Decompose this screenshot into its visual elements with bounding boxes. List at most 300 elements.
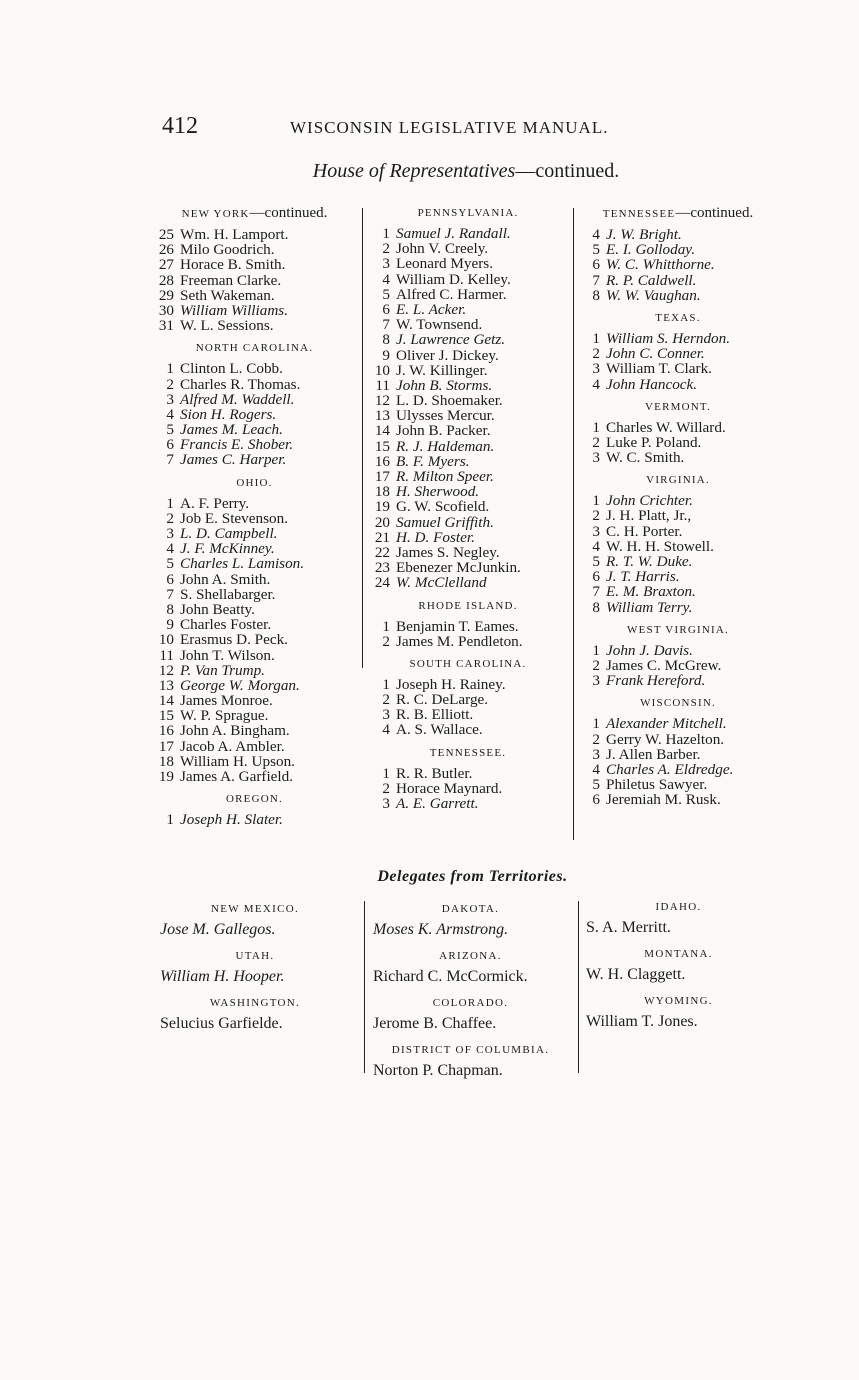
district-number: 1 xyxy=(592,492,600,510)
representatives-column-1 xyxy=(152,206,357,827)
member-name: James A. Garfield. xyxy=(180,768,294,785)
delegates-column-2 xyxy=(373,899,568,1087)
state-name: NORTH CAROLINA. xyxy=(195,342,314,355)
state-heading xyxy=(368,746,568,760)
state-heading xyxy=(578,400,778,414)
member-name: James C. Harper. xyxy=(180,451,287,469)
running-head: WISCONSIN LEGISLATIVE MANUAL. xyxy=(290,118,609,137)
territory-heading: UTAH. xyxy=(235,950,275,962)
state-name: SOUTH CAROLINA. xyxy=(409,657,527,670)
state-heading xyxy=(368,599,568,613)
district-number: 13 xyxy=(374,407,390,425)
member-row xyxy=(368,393,568,408)
district-number: 4 xyxy=(592,226,600,243)
district-number: 8 xyxy=(382,331,390,349)
district-number: 3 xyxy=(592,449,600,467)
district-number: 1 xyxy=(382,225,390,242)
district-number: 3 xyxy=(592,522,600,540)
district-number: 22 xyxy=(374,543,390,561)
page-number: 412 xyxy=(162,113,198,139)
member-row xyxy=(152,678,357,693)
district-number: 2 xyxy=(592,345,600,363)
member-name: J. T. Harris. xyxy=(606,568,680,586)
member-row xyxy=(578,658,778,673)
district-number: 8 xyxy=(166,600,174,618)
member-name: Joseph H. Slater. xyxy=(180,811,283,829)
member-name: Alexander Mitchell. xyxy=(606,715,727,733)
member-name: J. W. Bright. xyxy=(606,226,682,243)
member-row xyxy=(578,600,778,615)
member-row xyxy=(152,708,357,723)
district-number: 2 xyxy=(382,240,390,258)
state-heading xyxy=(368,206,568,220)
district-number: 6 xyxy=(592,256,600,274)
member-name: William T. Clark. xyxy=(606,360,712,378)
state-name: OHIO. xyxy=(236,476,273,489)
member-row xyxy=(368,766,568,781)
member-row xyxy=(368,469,568,484)
member-row xyxy=(152,769,357,784)
member-name: B. F. Myers. xyxy=(396,452,470,470)
member-name: Samuel Griffith. xyxy=(396,513,494,531)
district-number: 26 xyxy=(158,241,174,259)
member-name: J. Allen Barber. xyxy=(606,745,701,763)
delegate-name: William T. Jones. xyxy=(586,1013,698,1030)
member-row xyxy=(152,663,357,678)
delegate-name: W. H. Claggett. xyxy=(586,966,686,983)
member-row xyxy=(578,732,778,747)
district-number: 1 xyxy=(382,764,390,782)
member-row xyxy=(578,450,778,465)
member-name: Charles R. Thomas. xyxy=(180,375,301,393)
member-name: John B. Packer. xyxy=(396,422,491,440)
district-number: 12 xyxy=(158,661,174,679)
member-name: R. R. Butler. xyxy=(396,764,473,782)
district-number: 3 xyxy=(166,390,174,408)
member-row xyxy=(368,317,568,332)
district-number: 1 xyxy=(166,360,174,378)
delegates-title: Delegates from Territories. xyxy=(377,868,568,885)
district-number: 5 xyxy=(592,776,600,794)
territory-heading: DAKOTA. xyxy=(441,903,500,915)
member-name: R. J. Haldeman. xyxy=(396,437,495,455)
member-name: Horace Maynard. xyxy=(396,779,503,797)
member-row xyxy=(578,257,778,272)
member-name: Charles Foster. xyxy=(180,616,272,634)
district-number: 5 xyxy=(592,553,600,570)
member-row xyxy=(368,423,568,438)
member-name: W. H. H. Stowell. xyxy=(606,537,714,555)
member-row xyxy=(368,796,568,811)
member-row xyxy=(152,617,357,632)
member-row xyxy=(578,792,778,807)
district-number: 18 xyxy=(158,752,174,770)
member-name: C. H. Porter. xyxy=(606,522,683,540)
delegates-column-3 xyxy=(586,897,771,1038)
district-number: 7 xyxy=(382,316,390,334)
state-name: PENNSYLVANIA. xyxy=(417,207,519,219)
district-number: 15 xyxy=(374,437,390,455)
district-number: 1 xyxy=(382,617,390,635)
member-row xyxy=(578,584,778,599)
member-name: William S. Herndon. xyxy=(606,329,731,347)
state-heading xyxy=(152,792,357,806)
member-row xyxy=(152,723,357,738)
member-row xyxy=(152,693,357,708)
district-number: 24 xyxy=(374,574,390,592)
member-row xyxy=(152,602,357,617)
member-row xyxy=(578,762,778,777)
member-name: James M. Pendleton. xyxy=(396,632,523,650)
member-name: William Terry. xyxy=(606,598,693,616)
state-name: OREGON. xyxy=(226,793,283,806)
representatives-column-3 xyxy=(578,206,778,807)
district-number: 12 xyxy=(374,392,390,410)
column-divider xyxy=(362,208,363,668)
district-number: 3 xyxy=(166,525,174,542)
member-row xyxy=(152,273,357,288)
district-number: 19 xyxy=(374,498,390,516)
district-number: 28 xyxy=(158,271,174,289)
district-number: 4 xyxy=(592,537,600,555)
member-name: A. F. Perry. xyxy=(180,494,250,512)
territory-heading: WASHINGTON. xyxy=(209,997,301,1009)
member-row xyxy=(368,287,568,302)
member-row xyxy=(152,648,357,663)
district-number: 2 xyxy=(166,375,174,393)
member-row xyxy=(578,716,778,731)
member-row xyxy=(152,754,357,769)
member-row xyxy=(152,572,357,587)
member-name: R. C. DeLarge. xyxy=(396,691,489,709)
territory-heading: WYOMING. xyxy=(644,995,713,1007)
delegate-name: Moses K. Armstrong. xyxy=(373,921,509,938)
state-heading xyxy=(368,657,568,671)
member-row xyxy=(578,420,778,435)
district-number: 10 xyxy=(158,631,174,649)
member-name: H. Sherwood. xyxy=(396,483,480,501)
member-row xyxy=(152,318,357,333)
member-row xyxy=(152,812,357,827)
district-number: 2 xyxy=(382,632,390,650)
member-row xyxy=(578,377,778,392)
member-row xyxy=(368,634,568,649)
member-name: Erasmus D. Peck. xyxy=(180,631,288,649)
territory-heading: COLORADO. xyxy=(432,997,509,1009)
member-row xyxy=(152,377,357,392)
member-name: Job E. Stevenson. xyxy=(180,509,288,527)
member-row xyxy=(152,257,357,272)
member-row xyxy=(368,515,568,530)
district-number: 7 xyxy=(592,583,600,601)
district-number: 4 xyxy=(382,270,390,288)
member-row xyxy=(578,361,778,376)
state-heading xyxy=(152,341,357,355)
member-row xyxy=(152,227,357,242)
member-name: Horace B. Smith. xyxy=(180,256,286,274)
member-row xyxy=(152,392,357,407)
member-row xyxy=(152,437,357,452)
member-row xyxy=(368,530,568,545)
member-name: P. Van Trump. xyxy=(180,661,265,679)
member-name: Ulysses Mercur. xyxy=(396,407,495,425)
member-row xyxy=(152,242,357,257)
member-name: Freeman Clarke. xyxy=(180,271,282,289)
member-name: John A. Smith. xyxy=(180,570,271,588)
district-number: 14 xyxy=(374,422,390,440)
member-name: W. C. Whitthorne. xyxy=(606,256,715,274)
district-number: 3 xyxy=(592,360,600,378)
member-name: W. McClelland xyxy=(396,574,487,592)
member-row xyxy=(152,303,357,318)
member-name: William H. Upson. xyxy=(180,752,295,770)
district-number: 20 xyxy=(374,513,390,531)
district-number: 3 xyxy=(382,255,390,273)
district-number: 9 xyxy=(382,346,390,364)
district-number: 29 xyxy=(158,286,174,304)
district-number: 7 xyxy=(166,451,174,469)
district-number: 11 xyxy=(159,646,174,664)
member-name: John T. Wilson. xyxy=(180,646,275,664)
district-number: 4 xyxy=(592,760,600,778)
member-name: Benjamin T. Eames. xyxy=(396,617,519,635)
member-row xyxy=(152,556,357,571)
member-name: George W. Morgan. xyxy=(180,676,300,694)
district-number: 14 xyxy=(158,692,174,710)
district-number: 5 xyxy=(166,555,174,573)
state-name: NEW YORK xyxy=(181,208,250,220)
state-heading xyxy=(152,206,357,221)
member-name: James M. Leach. xyxy=(180,421,283,439)
district-number: 25 xyxy=(158,226,174,243)
member-name: E. M. Braxton. xyxy=(606,583,696,601)
delegate-name: Richard C. McCormick. xyxy=(373,968,528,985)
state-name: WISCONSIN. xyxy=(640,697,716,710)
member-name: W. Townsend. xyxy=(396,316,483,334)
district-number: 6 xyxy=(166,570,174,588)
member-row xyxy=(368,722,568,737)
district-number: 2 xyxy=(592,433,600,451)
district-number: 2 xyxy=(592,507,600,525)
district-number: 16 xyxy=(374,452,390,470)
member-name: James S. Negley. xyxy=(396,543,500,561)
member-name: Oliver J. Dickey. xyxy=(396,346,499,364)
state-name: TEXAS. xyxy=(655,311,701,324)
delegates-column-1 xyxy=(160,899,350,1040)
member-row xyxy=(152,526,357,541)
member-name: J. F. McKinney. xyxy=(180,540,275,558)
district-number: 2 xyxy=(592,730,600,748)
member-row xyxy=(152,541,357,556)
territory-heading: MONTANA. xyxy=(644,948,713,960)
column-divider xyxy=(364,901,365,1073)
district-number: 10 xyxy=(374,361,390,379)
member-row xyxy=(368,256,568,271)
member-row xyxy=(578,242,778,257)
district-number: 8 xyxy=(592,598,600,616)
state-heading xyxy=(578,473,778,487)
member-row xyxy=(578,227,778,242)
member-name: Ebenezer McJunkin. xyxy=(396,559,521,577)
state-heading xyxy=(578,696,778,710)
member-name: Joseph H. Rainey. xyxy=(396,675,506,693)
district-number: 23 xyxy=(374,559,390,577)
member-name: John A. Bingham. xyxy=(180,722,290,740)
section-title xyxy=(0,160,859,183)
member-name: E. L. Acker. xyxy=(396,300,467,318)
member-name: R. B. Elliott. xyxy=(396,706,474,724)
member-row xyxy=(368,302,568,317)
member-row xyxy=(578,273,778,288)
district-number: 9 xyxy=(166,616,174,634)
district-number: 6 xyxy=(592,568,600,586)
state-heading xyxy=(578,206,778,221)
member-row xyxy=(368,363,568,378)
member-row xyxy=(152,739,357,754)
district-number: 1 xyxy=(592,418,600,436)
district-number: 13 xyxy=(158,676,174,694)
state-heading xyxy=(578,311,778,325)
territory-heading: DISTRICT OF COLUMBIA. xyxy=(391,1044,550,1056)
delegate-name: Selucius Garfielde. xyxy=(160,1015,283,1032)
member-row xyxy=(368,545,568,560)
district-number: 21 xyxy=(374,528,390,546)
member-row xyxy=(368,677,568,692)
member-row xyxy=(578,331,778,346)
member-name: W. P. Sprague. xyxy=(180,707,269,725)
district-number: 1 xyxy=(166,494,174,512)
delegate-name: Norton P. Chapman. xyxy=(373,1062,503,1079)
district-number: 6 xyxy=(592,791,600,809)
member-name: James C. McGrew. xyxy=(606,656,722,674)
member-row xyxy=(368,560,568,575)
member-name: Francis E. Shober. xyxy=(180,436,294,454)
member-name: J. H. Platt, Jr., xyxy=(606,507,692,525)
district-number: 15 xyxy=(158,707,174,725)
member-name: S. Shellabarger. xyxy=(180,585,276,603)
member-row xyxy=(578,508,778,523)
section-title-rest: —continued. xyxy=(515,160,620,182)
member-row xyxy=(578,673,778,688)
member-row xyxy=(368,454,568,469)
member-name: Jeremiah M. Rusk. xyxy=(606,791,721,809)
state-name: WEST VIRGINIA. xyxy=(627,623,729,636)
member-row xyxy=(368,272,568,287)
state-name: TENNESSEE xyxy=(602,208,676,220)
member-row xyxy=(578,747,778,762)
member-name: Leonard Myers. xyxy=(396,255,493,273)
district-number: 1 xyxy=(592,329,600,347)
member-name: Wm. H. Lamport. xyxy=(180,226,289,243)
state-name: TENNESSEE. xyxy=(429,746,507,759)
member-row xyxy=(578,346,778,361)
member-row xyxy=(578,435,778,450)
column-divider xyxy=(578,901,579,1073)
member-name: R. Milton Speer. xyxy=(396,468,494,485)
district-number: 6 xyxy=(166,436,174,454)
member-name: Charles W. Willard. xyxy=(606,418,726,436)
member-name: William Williams. xyxy=(180,301,289,319)
member-row xyxy=(368,692,568,707)
district-number: 4 xyxy=(166,540,174,558)
member-row xyxy=(152,496,357,511)
district-number: 2 xyxy=(382,691,390,709)
state-heading xyxy=(578,623,778,637)
member-name: W. C. Smith. xyxy=(606,449,685,467)
district-number: 1 xyxy=(166,811,174,829)
continued-label: —continued. xyxy=(249,205,328,221)
member-name: Charles A. Eldredge. xyxy=(606,760,734,778)
member-row xyxy=(578,777,778,792)
member-name: John C. Conner. xyxy=(606,345,705,363)
member-name: Sion H. Rogers. xyxy=(180,405,277,423)
delegate-name: S. A. Merritt. xyxy=(586,919,671,936)
representatives-column-2 xyxy=(368,206,568,811)
member-name: Philetus Sawyer. xyxy=(606,776,708,794)
member-name: John Hancock. xyxy=(606,375,698,393)
member-name: J. Lawrence Getz. xyxy=(396,331,506,349)
member-name: A. S. Wallace. xyxy=(396,721,483,739)
member-row xyxy=(368,499,568,514)
member-name: J. W. Killinger. xyxy=(396,361,488,379)
district-number: 8 xyxy=(592,286,600,304)
district-number: 11 xyxy=(375,376,390,394)
member-row xyxy=(578,569,778,584)
member-row xyxy=(368,707,568,722)
state-name: VIRGINIA. xyxy=(646,474,710,487)
district-number: 30 xyxy=(158,301,174,319)
member-row xyxy=(152,632,357,647)
district-number: 1 xyxy=(382,675,390,693)
state-name: VERMONT. xyxy=(645,400,711,413)
district-number: 3 xyxy=(592,745,600,763)
continued-label: —continued. xyxy=(675,205,754,221)
district-number: 7 xyxy=(592,271,600,289)
member-row xyxy=(152,511,357,526)
member-name: H. D. Foster. xyxy=(396,528,475,546)
member-row xyxy=(368,378,568,393)
district-number: 19 xyxy=(158,768,174,785)
member-row xyxy=(368,408,568,423)
member-row xyxy=(152,361,357,376)
district-number: 5 xyxy=(382,285,390,303)
district-number: 27 xyxy=(158,256,174,274)
district-number: 1 xyxy=(592,641,600,659)
member-name: Milo Goodrich. xyxy=(180,241,275,259)
territory-heading: ARIZONA. xyxy=(439,950,502,962)
district-number: 6 xyxy=(382,300,390,318)
district-number: 17 xyxy=(158,737,174,755)
member-name: Jacob A. Ambler. xyxy=(180,737,285,755)
member-row xyxy=(152,288,357,303)
member-row xyxy=(152,422,357,437)
district-number: 4 xyxy=(166,405,174,423)
member-row xyxy=(578,554,778,569)
member-row xyxy=(368,781,568,796)
territory-heading: IDAHO. xyxy=(655,901,702,913)
member-name: E. I. Golloday. xyxy=(606,241,696,259)
member-row xyxy=(152,587,357,602)
member-row xyxy=(578,288,778,303)
member-name: W. W. Vaughan. xyxy=(606,286,701,304)
member-row xyxy=(152,407,357,422)
district-number: 2 xyxy=(592,656,600,674)
district-number: 2 xyxy=(166,509,174,527)
member-row xyxy=(578,539,778,554)
member-name: William D. Kelley. xyxy=(396,270,511,288)
section-title-italic: House of Representatives xyxy=(312,160,516,182)
district-number: 4 xyxy=(592,375,600,393)
